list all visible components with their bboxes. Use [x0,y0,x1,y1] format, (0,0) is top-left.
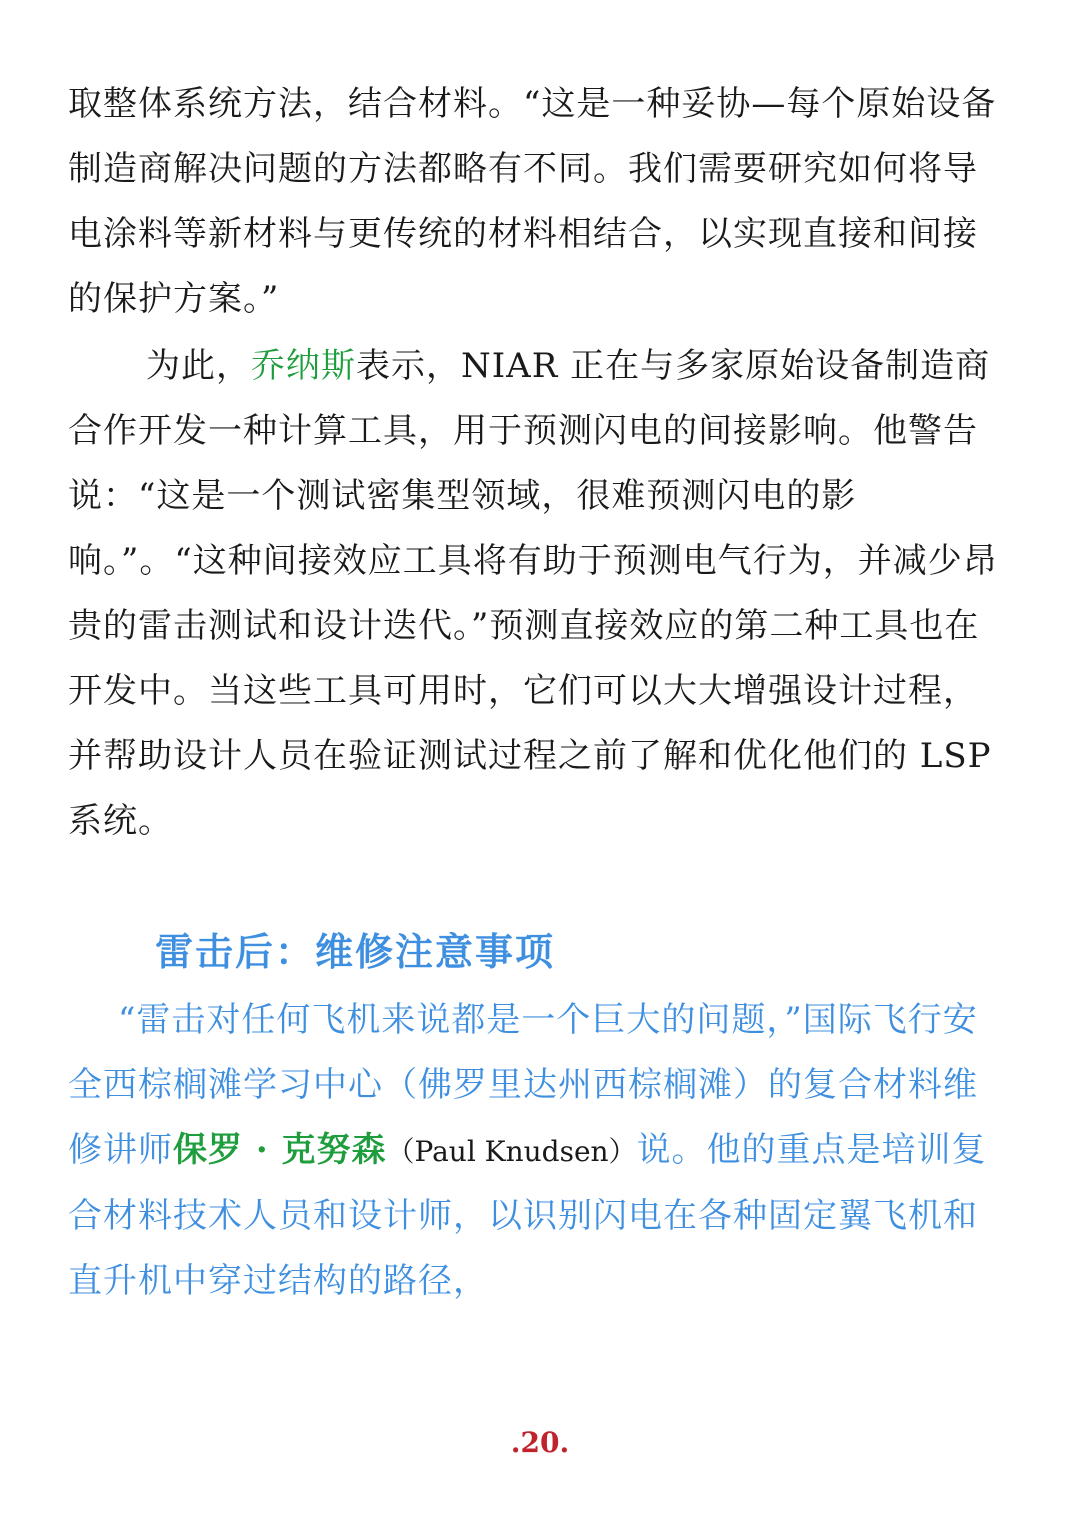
paragraph-1-text: 取整体系统方法，结合材料。“这是一种妥协—每个原始设备制造商解决问题的方法都略有不同。我们需要研究如何将导电涂料等新材料与更传统的材料相结合，以实现直接和间接的保护方案。” [68,84,997,319]
person-latin-name: （Paul Knudsen） [386,1135,637,1168]
paragraph-3-text: 说。他的重点是培训复合材料技术人员和设计师，以识别闪电在各种固定翼飞机和直升机中穿过结构的路径， [68,1130,987,1301]
paragraph-3-lead: “雷击对任何飞机来说都是一个巨大的问题，”国际飞行安全西棕榈滩学习中心（佛罗里达州西棕榈滩）的复合材料维修讲师 [68,1000,978,1170]
person-name-paul-knudsen: 保罗 · 克努森 [173,1130,387,1170]
section-heading: 雷击后：维修注意事项 [155,929,556,974]
paragraph-1 [68,72,1008,332]
paragraph-3 [68,988,1008,1314]
paragraph-2 [68,334,1008,854]
paragraph-2-text: 表示，NIAR 正在与多家原始设备制造商合作开发一种计算工具，用于预测闪电的间接影响。他警告说：“这是一个测试密集型领域，很难预测闪电的影响。”。“这种间接效应工具将有助于预测电气行为，并减少昂贵的雷击测试和设计迭代。”预测直接效应的第二种工具也在开发中。当这些工具可用时，它们可以大大增强设计过程，并帮助设计人员在验证测试过程之前了解和优化他们的 LSP 系统。 [68,346,998,841]
page-number: .20. [510,1426,570,1459]
person-name-jonas: 乔纳斯 [251,346,356,386]
paragraph-2-lead: 为此， [146,346,251,386]
